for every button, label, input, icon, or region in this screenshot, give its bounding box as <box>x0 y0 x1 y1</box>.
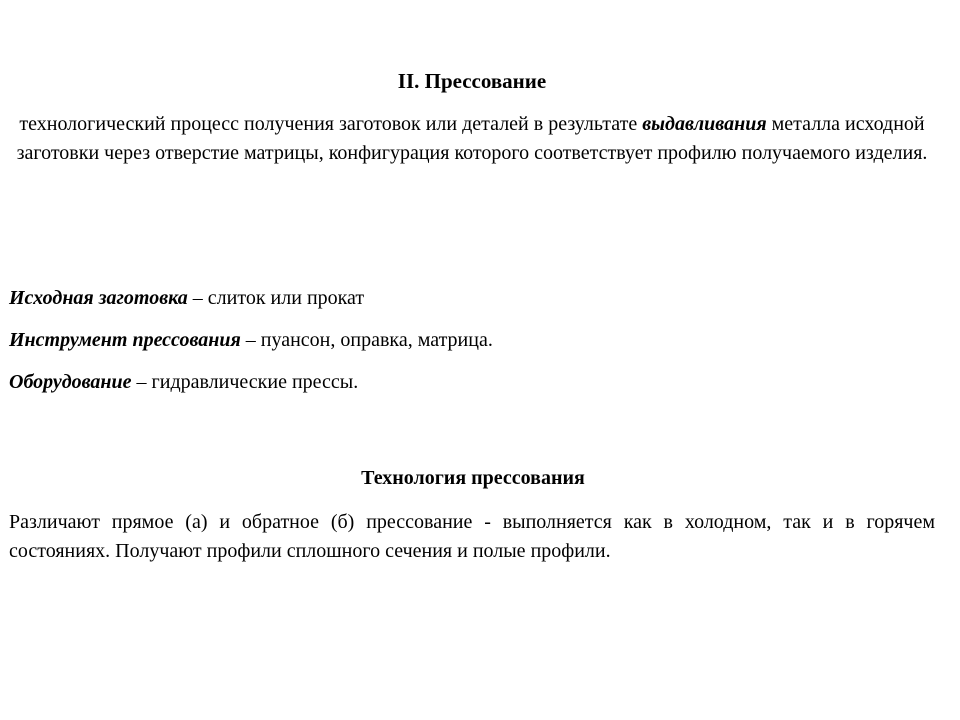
term-item-tool <box>9 326 939 368</box>
term-item-equipment <box>9 368 939 410</box>
term-description: – слиток или прокат <box>187 287 365 309</box>
term-name: Оборудование <box>9 371 132 393</box>
term-name: Исходная заготовка <box>9 287 188 309</box>
section-subtitle: Технология прессования <box>361 467 585 489</box>
definition-paragraph <box>12 110 932 168</box>
term-description: – гидравлические прессы. <box>131 371 359 393</box>
terms-list <box>9 284 939 410</box>
definition-text-before: технологический процесс получения заготовок или деталей в результате <box>19 113 643 135</box>
body-paragraph: Различают прямое (а) и обратное (б) прессование - выполняется как в холодном, так и в горячем состояниях. Получают профили сплошного сечения и полые профили. <box>9 511 935 562</box>
slide-title: II. Прессование <box>397 69 547 93</box>
term-description: – пуансон, оправка, матрица. <box>240 329 493 351</box>
definition-emphasis: выдавливания <box>642 113 767 135</box>
definition-text-after: металла исходной заготовки через отверстие матрицы, конфигурация которого соответствует профилю получаемого изделия. <box>16 113 928 164</box>
term-name: Инструмент прессования <box>9 329 241 351</box>
term-item-blank <box>9 284 939 326</box>
